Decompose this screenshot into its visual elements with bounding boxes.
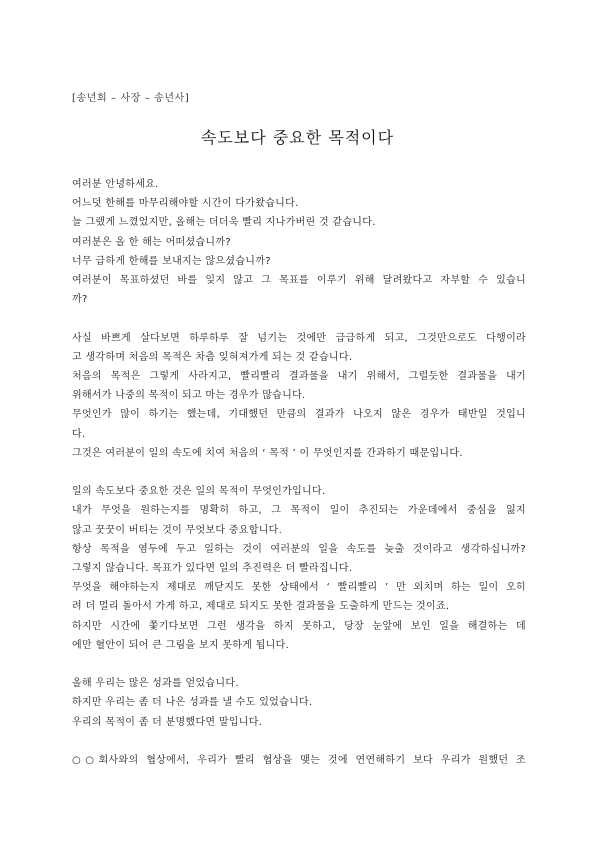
document-category: [송년회 – 사장 – 송년사] bbox=[72, 93, 190, 104]
paragraph-results bbox=[72, 674, 526, 732]
text-line: 여러분 안녕하세요. bbox=[72, 179, 159, 190]
text-line: 너무 급하게 한해를 보내지는 않으셨습니까? bbox=[72, 255, 271, 267]
page-title: 속도보다 중요한 목적이다 bbox=[200, 128, 395, 147]
text-line: 하지만 우리는 좀 더 나은 성과를 낼 수도 있었습니다. bbox=[72, 697, 313, 709]
text-line: 우리의 목적이 좀 더 분명했다면 말입니다. bbox=[72, 716, 263, 728]
text-line: 여러분은 올 한 해는 어떠셨습니까? bbox=[72, 236, 231, 248]
text-line: 않고 꿋꿋이 버티는 것이 무엇보다 중요합니다. bbox=[72, 524, 283, 536]
text-line: 일의 속도보다 중요한 것은 일의 목적이 무엇인가입니다. bbox=[72, 486, 326, 498]
text-line: 무엇인가 많이 하기는 했는데, 기대했던 만큼의 결과가 나오지 않은 경우가 태반일 것입니 bbox=[72, 409, 526, 421]
text-line: 항상 목적을 염두에 두고 일하는 것이 여러분의 일을 속도를 늦출 것이라고 생각하십니까? bbox=[72, 543, 526, 555]
paragraph-purpose-lost bbox=[72, 329, 526, 463]
paragraph-greeting bbox=[72, 175, 526, 309]
text-line: 다. bbox=[72, 428, 86, 440]
text-line: 여러분이 목표하셨던 바를 잊지 않고 그 목표를 이루기 위해 달려왔다고 자부할 수 있습니 bbox=[72, 275, 526, 287]
text-line: 까? bbox=[72, 294, 88, 306]
text-line: 처음의 목적은 그렇게 사라지고, 빨리빨리 결과물을 내기 위해서, 그럴듯한 결과물을 내기 bbox=[72, 371, 526, 383]
text-line: 어느덧 한해를 마무리해야할 시간이 다가왔습니다. bbox=[72, 198, 299, 210]
paragraph-negotiation bbox=[72, 751, 526, 770]
text-line: 늘 그랬게 느꼈었지만, 올해는 더더욱 빨리 지나가버린 것 같습니다. bbox=[72, 217, 376, 229]
text-line: 무엇을 해야하는지 제대로 깨닫지도 못한 상태에서 ‘ 빨리빨리 ’ 만 외치며 하는 일이 오히 bbox=[72, 582, 526, 594]
text-line: 에만 혈안이 되어 큰 그림을 보지 못하게 됩니다. bbox=[72, 639, 290, 651]
paragraph-purpose-over-speed bbox=[72, 482, 526, 655]
text-line: 려 더 멀리 돌아서 가게 하고, 제대로 되지도 못한 결과물을 도출하게 만드는 것이죠. bbox=[72, 601, 450, 613]
text-line: 그것은 여러분이 일의 속도에 치여 처음의 ‘ 목적 ’ 이 무엇인지를 간과하기 때문입니다. bbox=[72, 447, 463, 459]
text-line: 사실 바쁘게 살다보면 하루하루 잘 넘기는 것에만 급급하게 되고, 그것만으로도 다행이라 bbox=[72, 332, 526, 344]
text-line: ○○회사와의 협상에서, 우리가 빨리 협상을 맺는 것에 연연해하기 보다 우리가 원했던 조 bbox=[72, 755, 526, 767]
text-line: 위해서가 나중의 목적이 되고 마는 경우가 많습니다. bbox=[72, 390, 306, 402]
text-line: 그렇지 않습니다. 목표가 있다면 일의 추진력은 더 빨라집니다. bbox=[72, 563, 353, 575]
text-line: 올해 우리는 많은 성과를 얻었습니다. bbox=[72, 678, 239, 690]
document-body bbox=[72, 175, 526, 770]
text-line: 내가 무엇을 원하는지를 명확히 하고, 그 목적이 일이 추진되는 가운데에서 중심을 잃지 bbox=[72, 505, 526, 517]
text-line: 고 생각하며 처음의 목적은 차츰 잊혀져가게 되는 것 같습니다. bbox=[72, 351, 353, 363]
text-line: 하지만 시간에 쫓기다보면 그런 생각을 하지 못하고, 당장 눈앞에 보인 일을 해결하는 데 bbox=[72, 620, 526, 632]
